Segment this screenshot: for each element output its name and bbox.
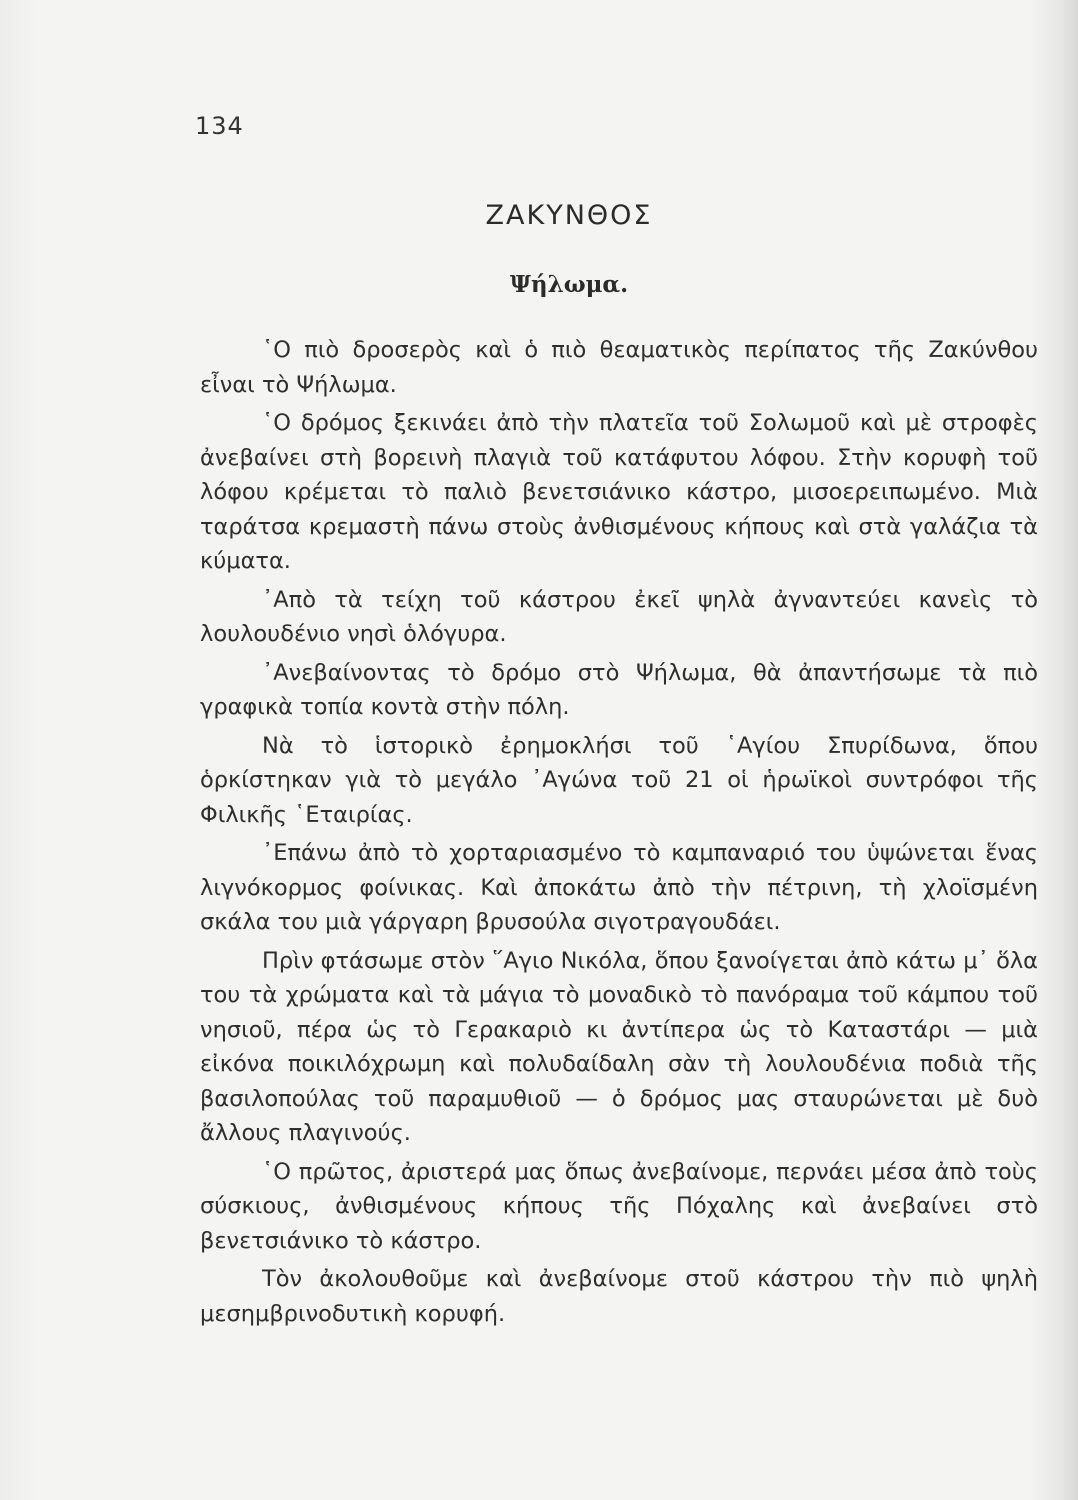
paragraph: ῾Ο πιὸ δροσερὸς καὶ ὁ πιὸ θεαματικὸς περίπατος τῆς Ζακύνθου εἶναι τὸ Ψήλωμα. bbox=[200, 337, 1038, 398]
chapter-title: ΖΑΚΥΝΘΟΣ bbox=[485, 200, 653, 231]
paragraph: Τὸν ἀκολουθοῦμε καὶ ἀνεβαίνομε στοῦ κάστρου τὴν πιὸ ψηλὴ μεσημβρινοδυτικὴ κορυφή. bbox=[200, 1266, 1038, 1327]
paragraph: ῾Ο πρῶτος, ἀριστερά μας ὅπως ἀνεβαίνομε, περνάει μέσα ἀπὸ τοὺς σύσκιους, ἀνθισμένους κήπους τῆς Πόχαλης καὶ ἀνεβαίνει στὸ βενετσιάνικο τὸ κάστρο. bbox=[200, 1158, 1038, 1254]
paragraph: ᾿Απὸ τὰ τείχη τοῦ κάστρου ἐκεῖ ψηλὰ ἀγναντεύει κανεὶς τὸ λουλουδένιο νησὶ ὁλόγυρα. bbox=[200, 586, 1038, 647]
paragraph: Πρὶν φτάσωμε στὸν ῞Αγιο Νικόλα, ὅπου ξανοίγεται ἀπὸ κάτω μ᾿ ὅλα του τὰ χρώματα καὶ τὰ μάγια τὸ μοναδικὸ τὸ πανόραμα τοῦ κάμπου τοῦ νησιοῦ, πέρα ὡς τὸ Γερακαριὸ κι ἀντίπερα ὡς τὸ Καταστάρι — μιὰ εἰκόνα ποικιλόχρωμη καὶ πολυδαίδαλη σὰν τὴ λουλουδένια ποδιὰ τῆς βασιλοπούλας τοῦ παραμυθιοῦ — ὁ δρόμος μας σταυρώνεται μὲ δυὸ ἄλλους πλαγινούς. bbox=[200, 947, 1038, 1146]
paragraph: Νὰ τὸ ἱστορικὸ ἐρημοκλήσι τοῦ ῾Αγίου Σπυρίδωνα, ὅπου ὁρκίστηκαν γιὰ τὸ μεγάλο ᾿Αγώνα τοῦ 21 οἱ ἡρωϊκοὶ συντρόφοι τῆς Φιλικῆς ῾Εταιρίας. bbox=[200, 732, 1038, 828]
section-title: Ψήλωμα. bbox=[509, 271, 629, 298]
paragraph: ᾿Επάνω ἀπὸ τὸ χορταριασμένο τὸ καμπαναριό του ὑψώνεται ἕνας λιγνόκορμος φοίνικας. Καὶ ἀποκάτω ἀπὸ τὴν πέτρινη, τὴ χλοϊσμένη σκάλα του μιὰ γάργαρη βρυσούλα σιγοτραγουδάει. bbox=[200, 840, 1038, 935]
body-text bbox=[200, 333, 1038, 1335]
page-number: 134 bbox=[195, 112, 244, 140]
paragraph: ᾿Ανεβαίνοντας τὸ δρόμο στὸ Ψήλωμα, θὰ ἀπαντήσωμε τὰ πιὸ γραφικὰ τοπία κοντὰ στὴν πόλη. bbox=[200, 659, 1038, 720]
paragraph: ῾Ο δρόμος ξεκινάει ἀπὸ τὴν πλατεῖα τοῦ Σολωμοῦ καὶ μὲ στροφὲς ἀνεβαίνει στὴ βορεινὴ πλαγιὰ τοῦ κατάφυτου λόφου. Στὴν κορυφὴ τοῦ λόφου κρέμεται τὸ παλιὸ βενετσιάνικο κάστρο, μισοερειπωμένο. Μιὰ ταράτσα κρεμαστὴ πάνω στοὺς ἀνθισμένους κήπους καὶ στὰ γαλάζια τὰ κύματα. bbox=[200, 410, 1038, 574]
